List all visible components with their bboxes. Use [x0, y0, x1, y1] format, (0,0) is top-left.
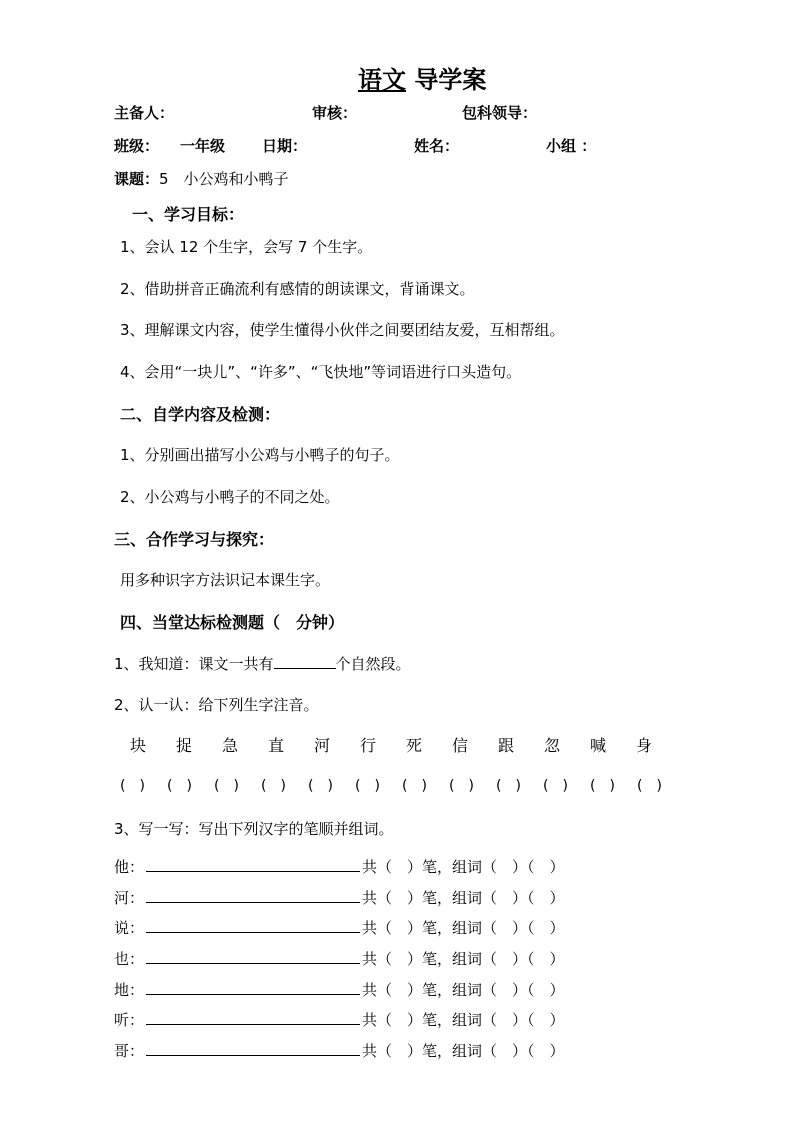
pinyin-blank[interactable]: ( ): [449, 778, 474, 794]
stroke-line[interactable]: [146, 918, 360, 933]
char-list: [130, 733, 682, 756]
char-item: 身: [636, 736, 653, 755]
goal-item: 4、会用“一块儿”、“许多”、“飞快地”等词语进行口头造句。: [120, 363, 522, 381]
self-study-item: 2、小公鸡与小鸭子的不同之处。: [120, 488, 340, 506]
char-item: 信: [452, 736, 469, 755]
class-value: 一年级: [180, 137, 226, 155]
stroke-line[interactable]: [146, 1010, 360, 1025]
cooperation-heading: 三、合作学习与探究：: [114, 530, 275, 549]
stroke-row: [114, 948, 565, 968]
pinyin-blank[interactable]: ( ): [120, 778, 145, 794]
stroke-row: [114, 917, 565, 937]
test-q1: [114, 652, 411, 674]
stroke-row: [114, 1009, 565, 1029]
stroke-suffix: 共（ ）笔，组词（ ）（ ）: [362, 858, 565, 876]
goal-item: 3、理解课文内容，使学生懂得小伙伴之间要团结友爱，互相帮组。: [120, 321, 565, 339]
q1-blank[interactable]: [274, 652, 336, 669]
self-study-heading: 二、自学内容及检测：: [120, 405, 281, 424]
stroke-suffix: 共（ ）笔，组词（ ）（ ）: [362, 981, 565, 999]
stroke-row: [114, 856, 565, 876]
pinyin-blanks: [120, 775, 684, 795]
stroke-row: [114, 887, 565, 907]
stroke-line[interactable]: [146, 857, 360, 872]
q1-suffix: 个自然段。: [335, 655, 411, 673]
char-item: 忽: [544, 736, 561, 755]
lesson-label: 课题：: [114, 170, 160, 188]
goals-heading: 一、学习目标：: [132, 205, 245, 224]
stroke-char: 哥：: [114, 1042, 145, 1060]
reviewer-label: 审核：: [312, 104, 358, 122]
stroke-line[interactable]: [146, 888, 360, 903]
pinyin-blank[interactable]: ( ): [214, 778, 239, 794]
test-heading: 四、当堂达标检测题（ 分钟）: [120, 613, 345, 632]
stroke-suffix: 共（ ）笔，组词（ ）（ ）: [362, 1011, 565, 1029]
pinyin-blank[interactable]: ( ): [355, 778, 380, 794]
stroke-line[interactable]: [146, 949, 360, 964]
stroke-suffix: 共（ ）笔，组词（ ）（ ）: [362, 919, 565, 937]
stroke-row: [114, 1040, 565, 1060]
goal-item: 2、借助拼音正确流利有感情的朗读课文，背诵课文。: [120, 280, 475, 298]
pinyin-blank[interactable]: ( ): [637, 778, 662, 794]
stroke-char: 地：: [114, 981, 145, 999]
class-label: 班级：: [114, 137, 160, 155]
stroke-line[interactable]: [146, 980, 360, 995]
stroke-char: 说：: [114, 919, 145, 937]
page-title: [358, 60, 486, 95]
char-item: 跟: [498, 736, 515, 755]
pinyin-blank[interactable]: ( ): [543, 778, 568, 794]
char-item: 喊: [590, 736, 607, 755]
pinyin-blank[interactable]: ( ): [496, 778, 521, 794]
title-rest: 导学案: [414, 66, 487, 94]
preparer-label: 主备人：: [114, 104, 175, 122]
pinyin-blank[interactable]: ( ): [261, 778, 286, 794]
lesson-value: 5 小公鸡和小鸭子: [159, 170, 289, 188]
stroke-suffix: 共（ ）笔，组词（ ）（ ）: [362, 1042, 565, 1060]
leader-label: 包科领导：: [462, 104, 538, 122]
char-item: 河: [314, 736, 331, 755]
pinyin-blank[interactable]: ( ): [308, 778, 333, 794]
char-item: 死: [406, 736, 423, 755]
stroke-char: 也：: [114, 950, 145, 968]
pinyin-blank[interactable]: ( ): [167, 778, 192, 794]
date-label: 日期：: [262, 137, 308, 155]
char-item: 块: [130, 736, 147, 755]
stroke-row: [114, 979, 565, 999]
stroke-suffix: 共（ ）笔，组词（ ）（ ）: [362, 950, 565, 968]
name-label: 姓名：: [414, 137, 460, 155]
char-item: 行: [360, 736, 377, 755]
stroke-suffix: 共（ ）笔，组词（ ）（ ）: [362, 889, 565, 907]
cooperation-item: 用多种识字方法识记本课生字。: [120, 571, 331, 589]
char-item: 直: [268, 736, 285, 755]
q1-prefix: 1、我知道：课文一共有: [114, 655, 274, 673]
stroke-char: 他：: [114, 858, 145, 876]
char-item: 捉: [176, 736, 193, 755]
test-q3: 3、写一写：写出下列汉字的笔顺并组词。: [114, 820, 394, 838]
pinyin-blank[interactable]: ( ): [402, 778, 427, 794]
test-q2: 2、认一认：给下列生字注音。: [114, 696, 319, 714]
lesson-row: [114, 168, 289, 189]
stroke-char: 听：: [114, 1011, 145, 1029]
group-label: 小组 ：: [546, 137, 597, 155]
pinyin-blank[interactable]: ( ): [590, 778, 615, 794]
stroke-line[interactable]: [146, 1041, 360, 1056]
title-subject: 语文: [358, 66, 406, 94]
stroke-char: 河：: [114, 889, 145, 907]
goal-item: 1、会认 12 个生字，会写 7 个生字。: [120, 238, 373, 256]
self-study-item: 1、分别画出描写小公鸡与小鸭子的句子。: [120, 446, 400, 464]
char-item: 急: [222, 736, 239, 755]
